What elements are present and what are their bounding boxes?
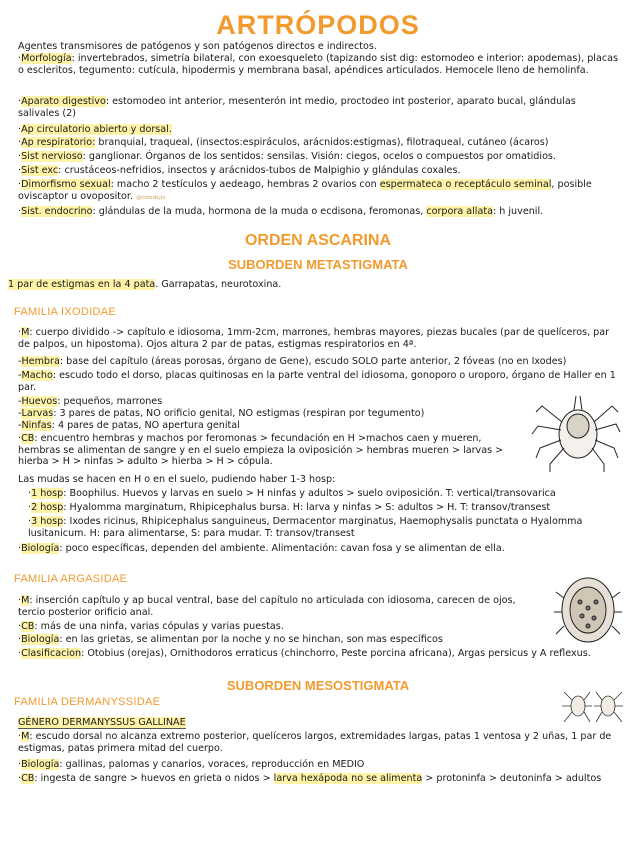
ixodidae-hembra: -Hembra: base del capítulo (áreas porosas, órgano de Gene), escudo SOLO parte anterior, 2 fóveas (no en Ixodes) xyxy=(18,356,567,367)
tick-illustration xyxy=(528,382,622,474)
argasidae-morfologia: ·M: inserción capítulo y ap bucal ventral, base del capítulo no articulada con idiosoma, carecen de ojos, tercio posterior orificio anal. xyxy=(18,595,516,618)
ixodidae-biologia: ·Biología: poco específicas, dependen del ambiente. Alimentación: cavan fosa y se alimentan de ella. xyxy=(18,543,505,554)
watermark: @notesbyjo xyxy=(136,194,166,201)
argasidae-biologia: ·Biología: en las grietas, se alimentan por la noche y no se hinchan, son mas específicos xyxy=(18,634,443,645)
dimorfismo-label: Dimorfismo sexual xyxy=(21,179,111,190)
suborden-metastigmata-heading: SUBORDEN METASTIGMATA xyxy=(228,257,408,272)
endocrino-label: Sist. endocrino xyxy=(21,206,93,217)
dimorfismo-item: ·Dimorfismo sexual: macho 2 testículos y aedeago, hembras 2 ovarios con espermateca o receptáculo seminal, posible oviscaptor u ovopositor. @notesbyjo xyxy=(18,179,592,202)
excretor-label: Sist exc xyxy=(21,165,59,176)
metastigmata-summary: 1 par de estigmas en la 4 pata. Garrapatas, neurotoxina. xyxy=(8,279,282,290)
dermanyssidae-ciclo: ·CB: ingesta de sangre > huevos en grieta o nidos > larva hexápoda no se alimenta > protoninfa > deutoninfa > adultos xyxy=(18,773,602,784)
familia-dermanyssidae-heading: FAMILIA DERMANYSSIDAE xyxy=(14,696,161,708)
ixodidae-larvas: -Larvas: 3 pares de patas, NO orificio genital, NO estigmas (respiran por tegumento) xyxy=(18,408,425,419)
orden-heading: ORDEN ASCARINA xyxy=(244,232,392,249)
morfologia-label: Morfología xyxy=(21,53,72,64)
corpora-allata-highlight: corpora allata xyxy=(426,206,493,217)
aparato-item: ·Aparato digestivo: estomodeo int anterior, mesenterón int medio, proctodeo int posterior, aparato bucal, glándulas salivales (2) xyxy=(18,96,576,119)
aparato-label: Aparato digestivo xyxy=(21,96,106,107)
argasidae-clasificacion: ·Clasificacion: Otobius (orejas), Ornithodoros erraticus (chinchorro, Peste porcina africana), Argas persicus y A reflexus. xyxy=(18,648,591,659)
espermateca-highlight: espermateca o receptáculo seminal xyxy=(379,179,552,190)
familia-ixodidae-heading: FAMILIA IXODIDAE xyxy=(14,306,116,318)
dermanyssidae-morfologia: ·M: escudo dorsal no alcanza extremo posterior, quelíceros largos, extremidades largas, patas 1 ventosa y 2 uñas, 1 par de estigmas, patas primera mitad del cuerpo. xyxy=(18,731,612,754)
nervioso-item: ·Sist nervioso: ganglionar. Órganos de los sentidos: sensilas. Visión: ciegos, ocelos o compuestos por omatidios. xyxy=(18,151,556,162)
excretor-item: ·Sist exc: crustáceos-nefridios, insectos y arácnidos-tubos de Malpighio y glándulas coxales. xyxy=(18,165,461,176)
ixodidae-mudas: Las mudas se hacen en H o en el suelo, pudiendo haber 1-3 hosp: xyxy=(18,474,336,485)
ixodidae-macho: -Macho: escudo todo el dorso, placas quitinosas en la parte ventral del idiosoma, gonoporo o uroporo, órgano de Haller en 1 par. xyxy=(18,370,616,393)
ixodidae-morfologia: ·M: cuerpo dividido -> capítulo e idiosoma, 1mm-2cm, marrones, hembras mayores, piezas bucales (par de quelíceros, par de palpos, un hipostoma). Ojos altura 2 par de patas, estigmas respiratorios en 4ª. xyxy=(18,327,610,350)
respiratorio-item: ·Ap respiratorio: branquial, traqueal, (insectos:espiráculos, arácnidos:estigmas), filotraqueal, cutáneo (ácaros) xyxy=(18,137,549,148)
ixodidae-ninfas: -Ninfas: 4 pares de patas, NO apertura genital xyxy=(18,420,240,431)
ixodidae-huevos: -Huevos: pequeños, marrones xyxy=(18,396,163,407)
intro-text: Agentes transmisores de patógenos y son patógenos directos e indirectos. xyxy=(18,41,377,52)
circulatorio-item: ·Ap circulatorio abierto y dorsal. xyxy=(18,124,172,135)
argasid-illustration xyxy=(552,572,624,646)
nervioso-label: Sist nervioso xyxy=(21,151,83,162)
ixodidae-3-hosp: ·3 hosp: Ixodes ricinus, Rhipicephalus sanguineus, Dermacentor marginatus, Haemophysalis punctata o Hyalomma lusitanicum. H: para alimentarse, S: para mudar. T: transov/transest xyxy=(28,516,583,539)
suborden-mesostigmata-heading: SUBORDEN MESOSTIGMATA xyxy=(226,678,410,693)
morfologia-item: ·Morfología: invertebrados, simetría bilateral, con exoesqueleto (tapizando sist dig: estomodeo e interior: apodemas), placas o escleritos, tegumento: cutícula, hipodermis y membrana basal, apéndices articulados. Hemocele lleno de hemolinfa. xyxy=(18,53,618,76)
dermanyssidae-biologia: ·Biología: gallinas, palomas y canarios, voraces, reproducción en MEDIO xyxy=(18,759,365,770)
ixodidae-2-hosp: ·2 hosp: Hyalomma marginatum, Rhipicephalus bursa. H: larva y ninfas > S: adultos > H. T: transov/transest xyxy=(28,502,551,513)
mite-illustration xyxy=(560,682,624,728)
estigmas-highlight: 1 par de estigmas en la 4 pata xyxy=(8,279,156,290)
argasidae-ciclo: ·CB: más de una ninfa, varias cópulas y varias puestas. xyxy=(18,621,284,632)
circulatorio-label: Ap circulatorio abierto y dorsal. xyxy=(21,124,172,135)
page-title: ARTRÓPODOS xyxy=(216,10,420,40)
ixodidae-1-hosp: ·1 hosp: Boophilus. Huevos y larvas en suelo > H ninfas y adultos > suelo oviposición. T: vertical/transovarica xyxy=(28,488,556,499)
respiratorio-label: Ap respiratorio: xyxy=(21,137,96,148)
dermanyssus-genero: GÉNERO DERMANYSSUS GALLINAE xyxy=(18,717,186,728)
endocrino-item: ·Sist. endocrino: glándulas de la muda, hormona de la muda o ecdisona, feromonas, corpora allata: h juvenil. xyxy=(18,206,544,217)
larva-hexapoda-highlight: larva hexápoda no se alimenta xyxy=(273,773,423,784)
familia-argasidae-heading: FAMILIA ARGASIDAE xyxy=(14,573,128,585)
ixodidae-ciclo: ·CB: encuentro hembras y machos por feromonas > fecundación en H >machos caen y mueren, hembras se alimentan de sangre y en el suelo empieza la oviposición > hembras mueren > larvas > hierba > H > ninfas > adulto > hierba > H > cópula. xyxy=(18,433,504,468)
